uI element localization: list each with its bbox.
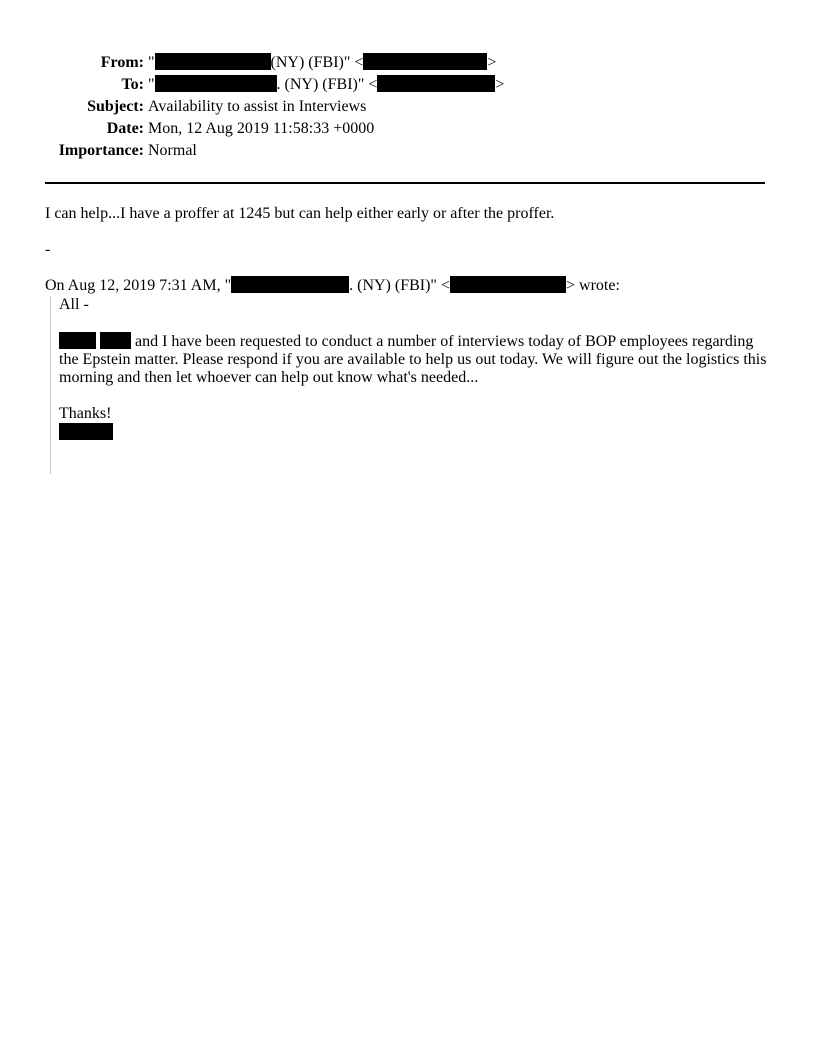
reply-text: I can help...I have a proffer at 1245 but can help either early or after the proffer. — [45, 205, 555, 222]
to-suffix: > — [495, 76, 505, 93]
importance-label: Importance: — [58, 142, 144, 159]
redacted-recipient-name — [155, 75, 277, 92]
to-middle: . (NY) (FBI)" < — [276, 76, 378, 93]
signature-dash: - — [45, 241, 51, 258]
to-value — [148, 74, 504, 96]
date-label: Date: — [106, 120, 144, 137]
redacted-signature — [59, 423, 113, 440]
quoted-body — [59, 332, 771, 387]
redacted-sender-name — [155, 53, 271, 70]
redacted-last-name — [100, 332, 131, 349]
redacted-quoted-sender-name — [231, 276, 349, 293]
to-label: To: — [121, 76, 144, 93]
quoted-closing: Thanks! — [59, 405, 112, 422]
from-prefix: " — [148, 54, 155, 71]
to-prefix: " — [148, 76, 155, 93]
quoted-body-text: and I have been requested to conduct a number of interviews today of BOP employees regarding the Epstein matter. Please respond if you are available to help us out today. We will figure out the logistics this morning and then let whoever can help out know what's needed... — [59, 333, 767, 386]
redacted-sender-email — [363, 53, 487, 70]
importance-value: Normal — [148, 142, 197, 159]
from-value — [148, 52, 496, 74]
quoted-message — [50, 296, 770, 474]
quoted-greeting: All - — [59, 296, 89, 313]
from-suffix: > — [487, 54, 497, 71]
attribution-suffix: > wrote: — [565, 277, 620, 294]
date-value: Mon, 12 Aug 2019 11:58:33 +0000 — [148, 120, 375, 137]
redacted-quoted-sender-email — [450, 276, 566, 293]
redacted-recipient-email — [377, 75, 495, 92]
redacted-first-name — [59, 332, 96, 349]
quoted-signature — [59, 423, 770, 442]
subject-value: Availability to assist in Interviews — [148, 98, 367, 115]
quote-attribution — [45, 276, 620, 296]
from-label: From: — [100, 54, 144, 71]
subject-label: Subject: — [87, 98, 144, 115]
attribution-prefix: On Aug 12, 2019 7:31 AM, " — [45, 277, 232, 294]
header-divider — [45, 182, 765, 184]
attribution-middle: . (NY) (FBI)" < — [349, 277, 450, 294]
from-middle: (NY) (FBI)" < — [270, 54, 364, 71]
